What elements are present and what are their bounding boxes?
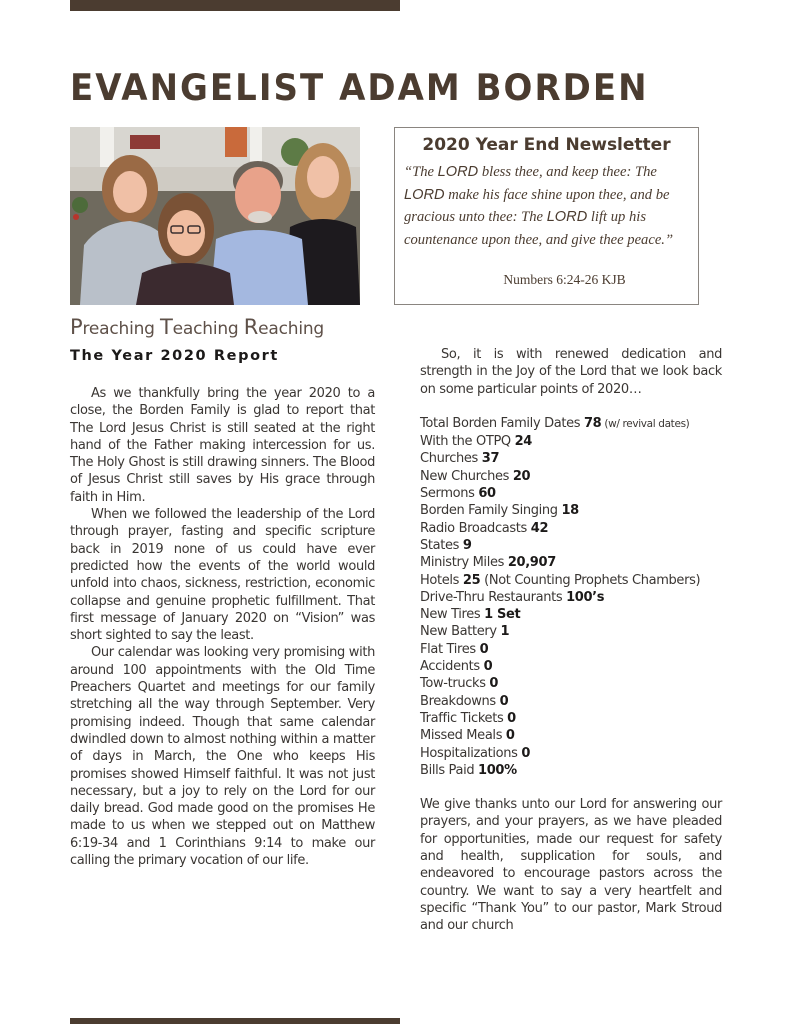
- stat-item: [420, 658, 722, 675]
- stat-value: 0: [479, 641, 489, 657]
- footer-rule: [70, 1018, 400, 1024]
- stat-item: [420, 762, 722, 779]
- stat-label: Ministry Miles: [420, 555, 508, 571]
- stat-item: [420, 745, 722, 762]
- newsletter-verse-box: [394, 127, 699, 305]
- stat-value: 1 Set: [484, 607, 521, 623]
- report-paragraph: When we followed the leadership of the Lord through prayer, fasting and specific scripture back in 2019 none of us could have ever predicted how the events of the world would unfold into chaos, sickness, restriction, economic collapse and genuine prophetic fulfillment. That first message of January 2020 on “Vision” was short sighted to say the least.: [70, 507, 375, 644]
- stat-item: [420, 450, 722, 467]
- report-intro: So, it is with renewed dedication and strength in the Joy of the Lord that we look back on some particular points of 2020…: [420, 347, 722, 397]
- stat-value: 20: [512, 468, 531, 484]
- stat-value: 100’s: [566, 589, 605, 605]
- stat-label: Accidents: [420, 659, 484, 675]
- stat-value: 25: [462, 572, 481, 588]
- stat-item: [420, 641, 722, 658]
- quote-lord: LORD: [437, 164, 479, 180]
- header-rule: [70, 0, 400, 11]
- stat-value: 0: [507, 710, 516, 726]
- stat-note: (Not Counting Prophets Chambers): [480, 572, 701, 588]
- stat-label: New Battery: [420, 624, 501, 640]
- report-paragraph: As we thankfully bring the year 2020 to a close, the Borden Family is glad to report that The Lord Jesus Christ is still seated at the right hand of the Father making intercession for us. The Holy Ghost is still drawing sinners. The Blood of Jesus Christ still saves by His grace through faith in Him.: [70, 386, 375, 505]
- tagline-initial: R: [243, 315, 259, 339]
- stat-label: Borden Family Singing: [420, 503, 562, 519]
- stat-item: [420, 572, 722, 589]
- stat-value: 42: [530, 520, 549, 536]
- stat-item: [420, 502, 722, 519]
- quote-segment: “The: [404, 164, 438, 180]
- stat-value: 60: [478, 486, 496, 502]
- report-heading: The Year 2020 Report: [70, 348, 279, 364]
- stat-label: Hospitalizations: [420, 745, 522, 761]
- stat-item: [420, 710, 722, 727]
- stat-label: Flat Tires: [420, 641, 480, 657]
- stat-label: New Tires: [420, 607, 485, 623]
- porch-bench: [130, 135, 160, 149]
- stat-value: 0: [505, 728, 515, 744]
- person-face: [113, 171, 147, 213]
- stat-value: 20,907: [507, 555, 556, 571]
- stat-label: Radio Broadcasts: [420, 520, 531, 536]
- stat-item: [420, 727, 722, 744]
- quote-lord: LORD: [546, 209, 588, 225]
- stat-item: [420, 606, 722, 623]
- person-face: [307, 156, 339, 198]
- stat-label: Hotels: [420, 572, 463, 588]
- stat-label: Tow-trucks: [420, 676, 490, 692]
- tagline-word: eaching: [172, 319, 244, 339]
- tagline-initial: T: [159, 315, 173, 339]
- plant: [72, 197, 88, 213]
- quote-segment: make his face shine upon thee, and be gracious unto thee: The: [404, 186, 670, 225]
- stat-value: 78: [583, 415, 602, 431]
- stat-value: 0: [489, 676, 499, 692]
- stat-value: 0: [521, 745, 531, 761]
- stat-note: (w/ revival dates): [601, 417, 690, 430]
- stat-item: [420, 554, 722, 571]
- stat-label: With the OTPQ: [420, 434, 515, 450]
- report-left-column: [70, 385, 375, 869]
- report-right-column: [420, 346, 722, 935]
- stat-item: [420, 485, 722, 502]
- quote-segment: bless thee, and keep thee: The: [478, 164, 657, 180]
- stat-item: [420, 520, 722, 537]
- stat-label: Drive-Thru Restaurants: [420, 589, 567, 605]
- flower: [73, 214, 79, 220]
- stat-item: [420, 415, 722, 433]
- tagline-word: reaching: [82, 319, 160, 339]
- stats-list: [420, 415, 722, 779]
- stat-label: Bills Paid: [420, 762, 479, 778]
- person-beard: [248, 211, 272, 223]
- newsletter-title: 2020 Year End Newsletter: [422, 135, 671, 155]
- quote-lord: LORD: [404, 186, 445, 203]
- stat-label: Churches: [420, 451, 482, 467]
- stat-value: 37: [481, 451, 500, 467]
- stat-value: 24: [514, 434, 532, 450]
- tagline-initial: P: [70, 315, 83, 339]
- masthead-title: EVANGELIST ADAM BORDEN: [70, 66, 649, 109]
- stat-item: [420, 675, 722, 692]
- stat-value: 18: [561, 503, 579, 519]
- stat-label: Total Borden Family Dates: [420, 415, 584, 431]
- scripture-reference: Numbers 6:24-26 KJB: [503, 272, 626, 287]
- family-photo: [70, 127, 360, 305]
- porch-column: [100, 127, 114, 167]
- tagline: [70, 315, 324, 339]
- stat-item: [420, 537, 722, 554]
- stat-label: Breakdowns: [420, 693, 500, 709]
- stat-value: 0: [483, 659, 493, 675]
- report-paragraph: Our calendar was looking very promising with around 100 appointments with the Old Time Preachers Quartet and meetings for our family stretching all the way through September. Very promising indeed. Though that same calendar dwindled down to almost nothing within a matter of days in March, the One who keeps His promises showed Himself faithful. It was not just necessary, but a joy to rely on the Lord for our daily bread. God made good on the promises He made to us when we stepped out on Matthew 6:19-34 and 1 Corinthians 9:14 to make our calling the primary vocation of our life.: [70, 645, 375, 869]
- porch-column: [250, 127, 262, 167]
- stat-label: Sermons: [420, 486, 479, 502]
- stat-item: [420, 468, 722, 485]
- stat-item: [420, 433, 722, 450]
- scripture-quote: [404, 161, 696, 251]
- stat-label: States: [420, 537, 463, 553]
- quote-segment: lift up his countenance upon thee, and give thee peace.”: [404, 209, 674, 248]
- stat-item: [420, 623, 722, 640]
- stat-item: [420, 589, 722, 606]
- stat-label: New Churches: [420, 468, 513, 484]
- stat-item: [420, 693, 722, 710]
- porch-door: [225, 127, 247, 157]
- tagline-word: eaching: [258, 319, 325, 339]
- stat-label: Traffic Tickets: [420, 710, 508, 726]
- report-thanks-paragraph: We give thanks unto our Lord for answering our prayers, and your prayers, as we have pleaded for opportunities, made our request for safety and health, supplication for souls, and endeavored to encourage pastors across the country. We want to say a very heartfelt and specific “Thank You” to our pastor, Mark Stroud and our church: [420, 797, 722, 934]
- stat-value: 1: [500, 624, 510, 640]
- stat-label: Missed Meals: [420, 728, 506, 744]
- stat-value: 100%: [478, 762, 517, 778]
- stat-value: 0: [499, 693, 509, 709]
- stat-value: 9: [462, 537, 472, 553]
- family-photo-illustration: [70, 127, 360, 305]
